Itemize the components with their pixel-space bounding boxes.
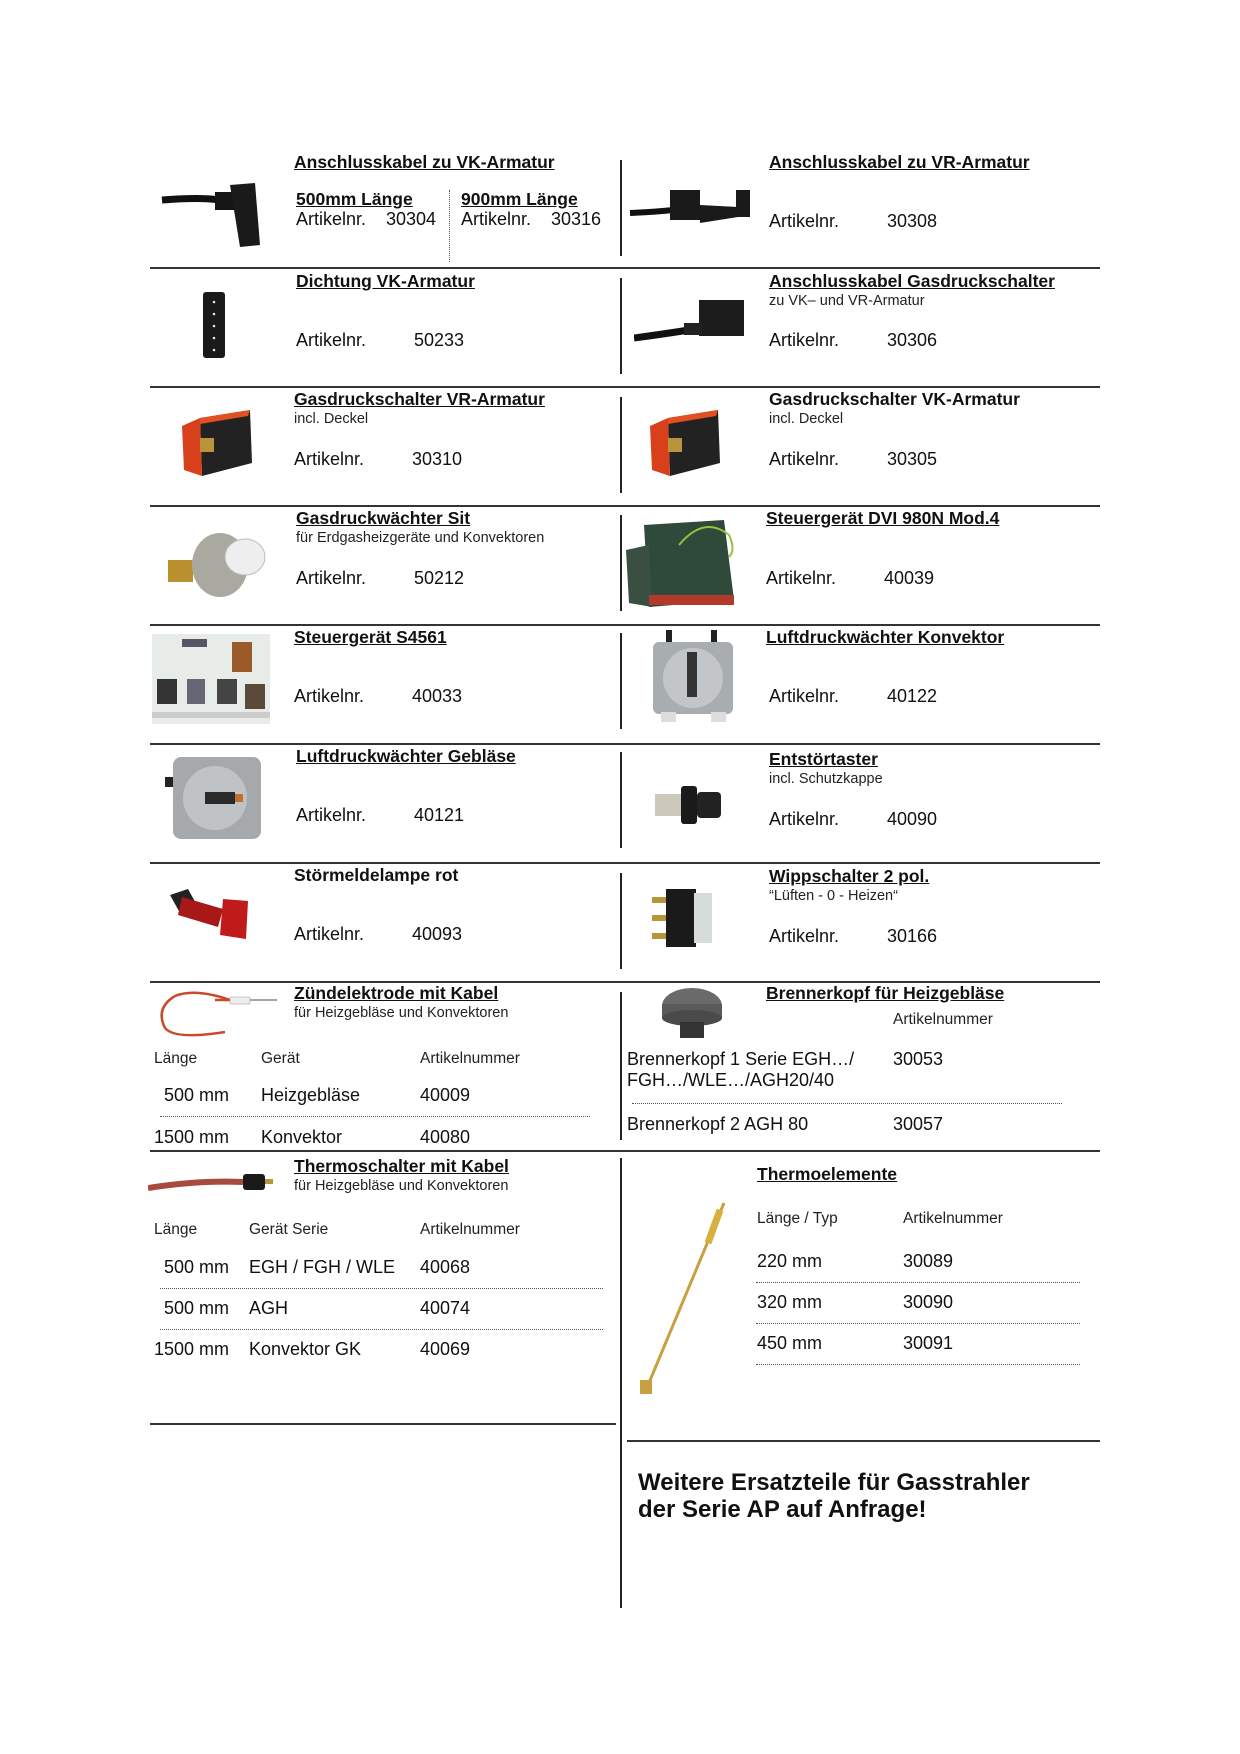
table-cell: Konvektor [261, 1127, 343, 1147]
table-cell: 500 mm [164, 1298, 230, 1318]
product-title: Anschlusskabel zu VR-Armatur [769, 152, 1030, 172]
product-title: Dichtung VK-Armatur [296, 271, 475, 291]
table-cell: 500 mm [164, 1257, 230, 1277]
table-row-separator [756, 1323, 1080, 1324]
product-subtitle: incl. Schutzkappe [769, 771, 883, 787]
row-divider [150, 624, 1100, 626]
product-subtitle: für Erdgasheizgeräte und Konvektoren [296, 530, 545, 546]
table-cell: 220 mm [757, 1251, 823, 1271]
article-label: Artikelnr. [461, 209, 532, 229]
article-number: 40121 [414, 805, 465, 825]
table-cell: Brennerkopf 1 Serie EGH…/ [627, 1049, 855, 1069]
table-cell: AGH [249, 1298, 289, 1318]
table-cell: 40074 [420, 1298, 471, 1318]
warning-lamp-image [168, 887, 260, 947]
article-number: 40090 [887, 809, 938, 829]
product-subtitle: incl. Deckel [769, 411, 844, 427]
ignition-electrode-image [155, 988, 280, 1046]
circuit-board-image [152, 634, 270, 724]
table-cell: 40069 [420, 1339, 471, 1359]
table-cell: 1500 mm [154, 1127, 230, 1147]
table-row-separator [160, 1329, 603, 1330]
product-title: Anschlusskabel zu VK-Armatur [294, 152, 555, 172]
row-divider [150, 386, 1100, 388]
table-header-article: Artikelnummer [420, 1050, 520, 1067]
table-header-article: Artikelnummer [893, 1011, 993, 1028]
product-title: Gasdruckwächter Sit [296, 508, 471, 528]
article-label: Artikelnr. [766, 568, 837, 588]
article-number: 40033 [412, 686, 463, 706]
article-number: 30166 [887, 926, 938, 946]
article-label: Artikelnr. [296, 330, 367, 350]
column-divider [620, 752, 622, 848]
table-cell: 40068 [420, 1257, 471, 1277]
thermocouple-image [636, 1195, 736, 1400]
variant-heading: 500mm Länge [296, 189, 413, 209]
table-cell: 40009 [420, 1085, 471, 1105]
table-header-series: Gerät Serie [249, 1221, 329, 1238]
product-subtitle: “Lüften - 0 - Heizen“ [769, 888, 898, 904]
product-title: Zündelektrode mit Kabel [294, 983, 499, 1003]
article-number: 40039 [884, 568, 935, 588]
table-row-separator [756, 1282, 1080, 1283]
row-divider [150, 1423, 616, 1425]
product-subtitle: für Heizgebläse und Konvektoren [294, 1178, 509, 1194]
article-label: Artikelnr. [294, 686, 365, 706]
variant-separator [449, 190, 450, 262]
article-number: 30308 [887, 211, 938, 231]
table-row-separator [160, 1288, 603, 1289]
table-cell: 30090 [903, 1292, 954, 1312]
table-cell: 450 mm [757, 1333, 823, 1353]
article-number: 30316 [551, 209, 602, 229]
notice-line-1: Weitere Ersatzteile für Gasstrahler [638, 1469, 1030, 1496]
table-cell: 500 mm [164, 1085, 230, 1105]
column-divider [620, 633, 622, 729]
row-divider [627, 1440, 1100, 1442]
row-divider [150, 505, 1100, 507]
reset-button-image [653, 782, 723, 827]
air-pressure-switch-convector-image [651, 630, 736, 725]
table-header-article: Artikelnummer [420, 1221, 520, 1238]
pressure-switch-cable-image [634, 298, 749, 344]
table-header-length-type: Länge / Typ [757, 1210, 838, 1227]
article-number: 40093 [412, 924, 463, 944]
product-title: Entstörtaster [769, 749, 878, 769]
product-title: Gasdruckschalter VR-Armatur [294, 389, 545, 409]
product-title: Steuergerät S4561 [294, 627, 447, 647]
article-label: Artikelnr. [769, 330, 840, 350]
control-unit-dvi-image [624, 515, 754, 610]
article-label: Artikelnr. [296, 805, 367, 825]
article-label: Artikelnr. [769, 211, 840, 231]
product-subtitle: incl. Deckel [294, 411, 369, 427]
product-title: Anschlusskabel Gasdruckschalter [769, 271, 1055, 291]
table-header-length: Länge [154, 1050, 198, 1067]
thermo-switch-image [148, 1168, 278, 1198]
table-cell: Heizgebläse [261, 1085, 361, 1105]
article-label: Artikelnr. [294, 924, 365, 944]
table-row-separator [756, 1364, 1080, 1365]
table-cell: 40080 [420, 1127, 471, 1147]
column-divider [620, 992, 622, 1140]
table-cell: 30053 [893, 1049, 944, 1069]
table-cell: 30091 [903, 1333, 954, 1353]
column-divider [620, 160, 622, 256]
column-divider [620, 397, 622, 493]
product-title: Störmeldelampe rot [294, 865, 459, 885]
article-number: 30306 [887, 330, 938, 350]
article-label: Artikelnr. [769, 686, 840, 706]
gas-pressure-monitor-image [165, 525, 275, 600]
article-label: Artikelnr. [296, 209, 367, 229]
column-divider [620, 278, 622, 374]
table-row-separator [160, 1116, 590, 1117]
product-title: Luftdruckwächter Konvektor [766, 627, 1005, 647]
product-title: Wippschalter 2 pol. [769, 866, 930, 886]
air-pressure-switch-blower-image [165, 752, 270, 847]
product-subtitle: für Heizgebläse und Konvektoren [294, 1005, 509, 1021]
table-cell: 1500 mm [154, 1339, 230, 1359]
product-title: Luftdruckwächter Gebläse [296, 746, 516, 766]
article-number: 40122 [887, 686, 938, 706]
article-label: Artikelnr. [294, 449, 365, 469]
table-cell: Konvektor GK [249, 1339, 362, 1359]
article-label: Artikelnr. [769, 809, 840, 829]
table-cell: 30089 [903, 1251, 954, 1271]
product-title: Thermoschalter mit Kabel [294, 1156, 509, 1176]
rocker-switch-image [652, 885, 714, 951]
table-cell: 320 mm [757, 1292, 823, 1312]
row-divider [150, 862, 1100, 864]
pressure-switch-vr-image [180, 408, 255, 478]
vr-cable-image [628, 185, 758, 235]
article-number: 30305 [887, 449, 938, 469]
product-title: Steuergerät DVI 980N Mod.4 [766, 508, 1000, 528]
gasket-image [203, 292, 225, 358]
table-cell: EGH / FGH / WLE [249, 1257, 396, 1277]
column-divider [620, 1158, 622, 1608]
article-number: 50212 [414, 568, 465, 588]
article-label: Artikelnr. [769, 449, 840, 469]
column-divider [620, 873, 622, 969]
table-cell: Brennerkopf 2 AGH 80 [627, 1114, 809, 1134]
article-label: Artikelnr. [296, 568, 367, 588]
article-number: 50233 [414, 330, 465, 350]
product-title: Brennerkopf für Heizgebläse [766, 983, 1005, 1003]
article-number: 30310 [412, 449, 463, 469]
variant-heading: 900mm Länge [461, 189, 578, 209]
article-number: 30304 [386, 209, 437, 229]
product-subtitle: zu VK– und VR-Armatur [769, 293, 925, 309]
product-title: Gasdruckschalter VK-Armatur [769, 389, 1020, 409]
notice-line-2: der Serie AP auf Anfrage! [638, 1496, 927, 1523]
row-divider [150, 267, 1100, 269]
row-divider [150, 1150, 1100, 1152]
row-divider [150, 743, 1100, 745]
table-cell: 30057 [893, 1114, 944, 1134]
column-divider [620, 515, 622, 611]
table-header-length: Länge [154, 1221, 198, 1238]
table-row-separator [632, 1103, 1062, 1104]
vk-cable-image [160, 175, 270, 250]
pressure-switch-vk-image [648, 408, 723, 478]
product-title: Thermoelemente [757, 1164, 898, 1184]
table-header-device: Gerät [261, 1050, 300, 1067]
burner-head-image [660, 986, 724, 1040]
table-cell: FGH…/WLE…/AGH20/40 [627, 1070, 835, 1090]
article-label: Artikelnr. [769, 926, 840, 946]
table-header-article: Artikelnummer [903, 1210, 1003, 1227]
